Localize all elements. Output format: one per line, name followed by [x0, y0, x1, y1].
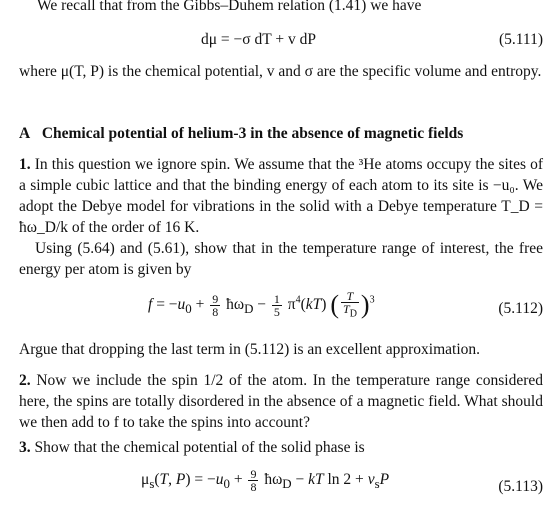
intro-line: We recall that from the Gibbs–Duhem relation (1.41) we have [37, 0, 422, 14]
section-heading [19, 125, 463, 143]
question-1-argue: Argue that dropping the last term in (5.112) is an excellent approximation. [19, 341, 481, 358]
equation-number: (5.111) [498, 31, 543, 48]
fraction-9-8: $\frac{9}{8}$ [212, 291, 219, 319]
question-3-body: Show that the chemical potential of the solid phase is [34, 439, 365, 456]
fraction-1-5: $\frac{1}{5}$ [273, 291, 280, 319]
question-number: 3. [19, 439, 31, 456]
question-1-text [19, 154, 543, 238]
question-1-using: Using (5.64) and (5.61), show that in the temperature range of interest, the free energy per atom is given by [19, 240, 543, 278]
equation-5-112: $f = -u_0$ + $\frac{9}{8}$ $ħ\omega_D$ − $\frac{1}{5}$ $\pi^4(kT)$ ( $\frac{T}{T_D}$ )$^3$ [148, 289, 375, 320]
question-2-body: Now we include the spin 1/2 of the atom. In the temperature range considered here, the spins are totally disordered in the absence of a magnetic field. What should we then add to f to take the spins into account? [19, 372, 544, 431]
question-3-text [19, 437, 543, 458]
question-1-body: In this question we ignore spin. We assume that the ³He atoms occupy the sites of a simple cubic lattice and that the binding energy of each atom to its site is −u₀. We adopt the Debye model for vibrations in the solid with a Debye temperature T_D = ħω_D/k of the order of 16 K. [19, 156, 544, 236]
section-letter: A [19, 125, 31, 142]
equation-5-113: $\mu_s(T$, $P) = -u_0$ + $\frac{9}{8}$ $ħ\omega_D$ − kT $\ln 2 + v_sP$ [141, 467, 390, 494]
question-number: 2. [19, 372, 31, 389]
section-title: Chemical potential of helium-3 in the absence of magnetic fields [41, 125, 464, 142]
intro-where: where μ(T, P) is the chemical potential, v and σ are the specific volume and entropy. [19, 63, 542, 80]
fraction-9-8: $\frac{9}{8}$ [250, 467, 257, 494]
fraction-T-TD: $\frac{T}{T_D}$ [343, 289, 357, 320]
equation-number: (5.112) [498, 300, 543, 317]
equation-number: (5.113) [498, 478, 543, 495]
equation-5-111: dμ = −σ dT + v dP [201, 31, 316, 48]
question-2-text [19, 370, 543, 433]
question-number: 1. [19, 156, 31, 173]
